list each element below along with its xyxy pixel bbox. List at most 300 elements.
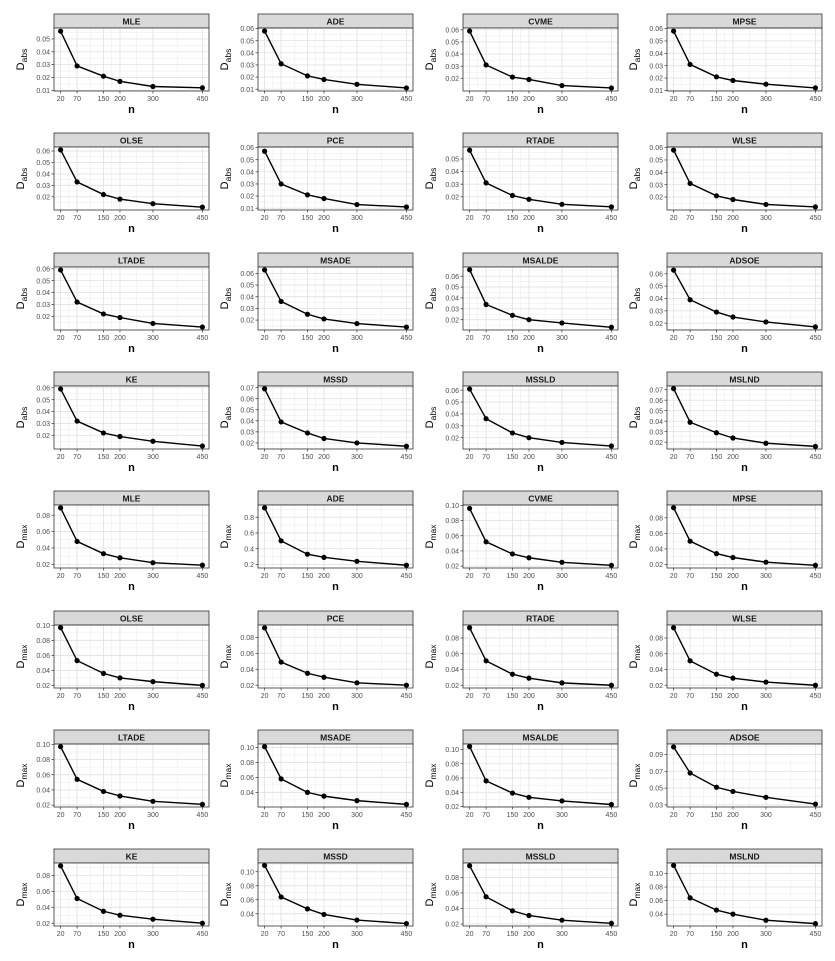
x-tick-label: 300 [556,693,568,700]
y-axis-title-main: D [219,779,231,788]
data-point [58,625,63,630]
x-axis-title: n [741,223,748,235]
data-point [671,267,676,272]
data-point [714,309,719,314]
x-tick-label: 70 [277,931,285,938]
x-axis-title: n [537,581,544,593]
x-axis-title: n [537,104,544,116]
facet-panel-abs-olse [15,133,209,235]
y-tick-label: 0.04 [445,548,459,556]
data-point [526,197,531,202]
y-axis-title [15,407,29,429]
data-point [763,441,768,446]
data-point [687,181,692,186]
y-tick-label: 0.03 [36,302,50,310]
x-tick-label: 200 [727,812,739,819]
data-point [117,793,122,798]
data-point [467,148,472,153]
y-tick-label: 0.08 [36,872,50,880]
x-tick-label: 300 [556,573,568,580]
x-tick-label: 450 [196,573,209,580]
data-point [74,299,79,304]
data-point [150,439,155,444]
y-axis-title-subscript: abs [19,167,29,182]
data-point [763,795,768,800]
y-axis-title-main: D [424,62,436,71]
y-tick-label: 0.4 [244,546,254,554]
y-tick-label: 0.05 [649,38,663,46]
x-axis-title: n [332,701,339,713]
x-tick-label: 450 [400,335,413,342]
y-tick-label: 0.04 [240,50,254,58]
y-tick-label: 0.03 [649,63,663,71]
data-point [730,676,735,681]
x-tick-label: 20 [260,454,269,461]
data-point [321,196,326,201]
data-point [526,77,531,82]
y-tick-label: 0.04 [445,169,459,177]
data-point [687,895,692,900]
data-point [58,147,63,152]
data-point [305,552,310,557]
x-axis-title: n [332,581,339,593]
data-point [671,625,676,630]
x-axis-title: n [332,820,339,832]
data-point [730,78,735,83]
data-point [262,386,267,391]
y-tick-label: 0.02 [649,439,663,447]
data-point [101,551,106,556]
x-tick-label: 300 [351,812,363,819]
x-tick-label: 70 [277,215,285,222]
data-point [305,430,310,435]
data-point [117,315,122,320]
x-tick-label: 20 [56,96,65,103]
x-tick-label: 150 [97,454,110,461]
y-tick-label: 0.05 [445,284,459,292]
x-tick-label: 150 [506,573,519,580]
y-axis-title-main: D [424,660,436,669]
y-axis-title-subscript: max [632,763,642,780]
y-axis-title [15,524,29,549]
data-point [354,202,359,207]
y-axis-title [15,882,29,907]
y-tick-label: 0.02 [445,194,459,202]
x-tick-label: 200 [727,573,739,580]
x-axis-title: n [128,701,135,713]
y-tick-label: 0.06 [445,273,459,281]
y-tick-label: 0.03 [649,429,663,437]
x-tick-label: 450 [809,573,822,580]
x-tick-label: 200 [727,96,739,103]
y-axis-title-main: D [628,898,640,907]
data-point [305,671,310,676]
x-axis-title: n [128,820,135,832]
x-tick-label: 150 [710,573,723,580]
x-tick-label: 200 [114,812,126,819]
x-tick-label: 70 [482,931,490,938]
data-point [150,84,155,89]
y-tick-label: 0.03 [240,62,254,70]
facet-strip-label: MLE [122,493,141,504]
facet-panel-abs-msade [219,253,413,355]
x-tick-label: 20 [669,215,678,222]
facet-strip-label: ADSOE [729,255,760,266]
y-axis-title [15,168,29,190]
data-point [609,204,614,209]
y-tick-label: 0.06 [240,650,254,658]
x-tick-label: 20 [56,335,65,342]
x-tick-label: 300 [351,215,363,222]
y-tick-label: 0.05 [445,39,459,47]
facet-panel-max-pce [219,611,413,713]
x-tick-label: 450 [605,693,618,700]
y-tick-label: 0.04 [649,667,663,675]
data-point [510,193,515,198]
data-point [763,679,768,684]
x-tick-label: 20 [465,812,474,819]
data-point [467,744,472,749]
x-tick-label: 200 [114,454,126,461]
y-tick-label: 0.02 [240,317,254,325]
x-tick-label: 70 [73,693,81,700]
data-point [354,82,359,87]
y-tick-label: 0.02 [240,682,254,690]
y-axis-title-main: D [628,181,640,190]
x-axis-title: n [332,223,339,235]
data-point [813,85,818,90]
facet-panel-max-cvme [424,491,618,593]
x-axis-title: n [537,343,544,355]
data-point [200,443,205,448]
data-point [321,555,326,560]
x-tick-label: 200 [318,931,330,938]
y-tick-label: 0.08 [240,634,254,642]
data-point [74,658,79,663]
y-axis-title-main: D [15,62,27,71]
x-tick-label: 300 [556,335,568,342]
y-tick-label: 0.04 [240,911,254,919]
x-axis-title: n [537,820,544,832]
y-axis-title [15,644,29,669]
y-axis-title-main: D [219,898,231,907]
x-tick-label: 150 [301,812,314,819]
y-tick-label: 0.06 [445,775,459,783]
data-point [354,440,359,445]
x-axis-title: n [741,581,748,593]
data-point [730,555,735,560]
y-tick-label: 0.06 [240,396,254,404]
y-tick-label: 0.08 [649,884,663,892]
x-tick-label: 20 [260,931,269,938]
x-tick-label: 450 [809,335,822,342]
data-point [101,192,106,197]
x-tick-label: 150 [301,931,314,938]
data-point [813,801,818,806]
y-tick-label: 0.02 [36,561,50,569]
y-axis-title [424,882,438,907]
data-point [150,799,155,804]
y-axis-title-main: D [15,420,27,429]
y-tick-label: 0.06 [649,145,663,153]
y-tick-label: 0.02 [649,75,663,83]
facet-panel-max-wlse [628,611,822,713]
data-point [730,912,735,917]
x-tick-label: 20 [260,215,269,222]
y-tick-label: 0.06 [240,897,254,905]
data-point [813,324,818,329]
data-point [609,921,614,926]
x-tick-label: 200 [523,573,535,580]
y-tick-label: 0.07 [240,385,254,393]
facet-strip-label: LTADE [117,732,146,743]
x-axis-title: n [128,462,135,474]
data-point [467,506,472,511]
x-tick-label: 450 [400,573,413,580]
y-tick-label: 0.01 [36,87,50,95]
data-point [687,770,692,775]
y-tick-label: 0.04 [240,789,254,797]
x-tick-label: 450 [400,215,413,222]
x-tick-label: 200 [114,96,126,103]
y-axis-title-subscript: abs [223,287,233,302]
facet-strip-label: WLSE [732,613,757,624]
data-point [262,28,267,33]
data-point [467,625,472,630]
y-tick-label: 0.2 [244,562,254,570]
data-point [526,317,531,322]
x-tick-label: 300 [147,215,159,222]
x-tick-label: 20 [465,931,474,938]
x-tick-label: 70 [686,215,694,222]
data-point [483,539,488,544]
y-tick-label: 0.05 [240,38,254,46]
x-tick-label: 20 [56,931,65,938]
x-tick-label: 70 [73,931,81,938]
y-tick-label: 0.10 [445,502,459,510]
x-tick-label: 70 [482,812,490,819]
data-point [559,440,564,445]
x-tick-label: 20 [669,96,678,103]
facet-panel-abs-mssd [219,372,413,474]
facet-strip-label: KE [125,851,138,862]
y-tick-label: 0.02 [445,921,459,929]
data-point [671,744,676,749]
data-point [559,560,564,565]
data-point [305,906,310,911]
x-tick-label: 300 [760,215,772,222]
x-tick-label: 20 [465,693,474,700]
x-tick-label: 450 [809,693,822,700]
data-point [730,789,735,794]
data-point [813,563,818,568]
x-tick-label: 70 [686,931,694,938]
y-tick-label: 0.04 [36,904,50,912]
x-tick-label: 450 [400,693,413,700]
x-axis-title: n [537,462,544,474]
data-point [671,386,676,391]
x-tick-label: 200 [114,573,126,580]
data-point [559,83,564,88]
y-tick-label: 0.05 [649,408,663,416]
x-tick-label: 200 [114,931,126,938]
data-point [262,863,267,868]
x-tick-label: 300 [351,335,363,342]
x-tick-label: 20 [669,454,678,461]
x-axis-title: n [741,939,748,951]
x-tick-label: 450 [605,812,618,819]
facet-strip-label: MSLND [729,851,760,862]
facet-panel-abs-rtade [424,133,618,235]
data-point [101,74,106,79]
y-tick-label: 0.04 [240,169,254,177]
y-axis-title-main: D [219,540,231,549]
x-tick-label: 450 [196,335,209,342]
data-point [262,505,267,510]
y-tick-label: 0.10 [649,871,663,879]
data-point [510,908,515,913]
y-axis-title [219,407,233,429]
facet-strip-label: LTADE [117,255,146,266]
y-axis-title [219,168,233,190]
data-point [763,202,768,207]
x-tick-label: 150 [506,335,519,342]
x-tick-label: 200 [523,454,535,461]
x-tick-label: 200 [727,215,739,222]
data-point [510,672,515,677]
x-tick-label: 450 [809,454,822,461]
facet-strip-label: ADSOE [729,732,760,743]
y-tick-label: 0.02 [36,682,50,690]
data-point [404,444,409,449]
x-tick-label: 450 [400,96,413,103]
x-tick-label: 200 [114,693,126,700]
x-tick-label: 200 [318,573,330,580]
x-tick-label: 70 [73,96,81,103]
data-point [58,744,63,749]
x-tick-label: 150 [506,96,519,103]
x-tick-label: 150 [301,573,314,580]
data-point [526,913,531,918]
y-tick-label: 0.04 [36,787,50,795]
facet-strip-label: MSADE [320,732,351,743]
data-point [763,918,768,923]
y-tick-label: 0.06 [445,890,459,898]
x-tick-label: 300 [556,215,568,222]
data-point [200,802,205,807]
data-point [763,560,768,565]
data-point [404,204,409,209]
x-tick-label: 70 [482,215,490,222]
y-tick-label: 0.10 [36,741,50,749]
data-point [278,538,283,543]
facet-panel-max-mle [15,491,209,593]
facet-strip-label: MSALDE [522,255,559,266]
y-tick-label: 0.04 [36,290,50,298]
data-point [278,299,283,304]
x-axis-title: n [537,701,544,713]
y-tick-label: 0.03 [445,423,459,431]
data-point [559,320,564,325]
y-tick-label: 0.02 [445,804,459,812]
x-tick-label: 450 [809,812,822,819]
x-tick-label: 70 [482,693,490,700]
facet-strip-label: RTADE [526,135,555,146]
facet-panel-max-msalde [424,730,618,832]
data-point [200,85,205,90]
y-tick-label: 0.10 [240,744,254,752]
data-point [74,418,79,423]
y-axis-title-subscript: abs [428,167,438,182]
x-axis-title: n [128,581,135,593]
data-point [483,302,488,307]
y-axis-title-subscript: abs [19,48,29,63]
data-point [321,436,326,441]
data-point [117,555,122,560]
y-axis-title-main: D [219,301,231,310]
y-axis-title-subscript: abs [223,48,233,63]
data-point [117,79,122,84]
x-tick-label: 70 [277,454,285,461]
y-axis-title-main: D [628,660,640,669]
y-axis-title [628,882,642,907]
y-tick-label: 0.02 [36,920,50,928]
y-tick-label: 0.10 [240,869,254,877]
y-axis-title-main: D [219,181,231,190]
data-point [74,179,79,184]
y-axis-title [219,49,233,71]
y-tick-label: 0.04 [36,409,50,417]
y-tick-label: 0.06 [36,266,50,274]
x-tick-label: 150 [710,335,723,342]
x-axis-title: n [537,223,544,235]
y-tick-label: 0.03 [240,306,254,314]
data-point [483,894,488,899]
x-tick-label: 150 [97,812,110,819]
y-tick-label: 0.03 [240,181,254,189]
data-point [609,563,614,568]
y-tick-label: 0.03 [445,306,459,314]
facet-strip-label: MSALDE [522,732,559,743]
data-point [526,795,531,800]
y-tick-label: 0.05 [36,397,50,405]
data-point [671,28,676,33]
data-point [321,316,326,321]
x-tick-label: 450 [196,215,209,222]
x-tick-label: 300 [351,96,363,103]
facet-panel-max-mssld [424,849,618,951]
x-tick-label: 20 [56,812,65,819]
facet-strip-label: WLSE [732,135,757,146]
y-tick-label: 0.05 [240,157,254,165]
data-point [101,430,106,435]
x-tick-label: 450 [196,931,209,938]
x-tick-label: 70 [277,335,285,342]
y-tick-label: 0.08 [36,512,50,520]
x-tick-label: 150 [506,215,519,222]
data-point [559,680,564,685]
x-axis-title: n [741,462,748,474]
data-point [74,539,79,544]
x-tick-label: 70 [277,96,285,103]
y-tick-label: 0.08 [445,518,459,526]
data-point [262,267,267,272]
x-tick-label: 150 [710,931,723,938]
facet-panel-max-rtade [424,611,618,713]
x-tick-label: 200 [523,335,535,342]
data-point [559,918,564,923]
x-tick-label: 150 [301,454,314,461]
